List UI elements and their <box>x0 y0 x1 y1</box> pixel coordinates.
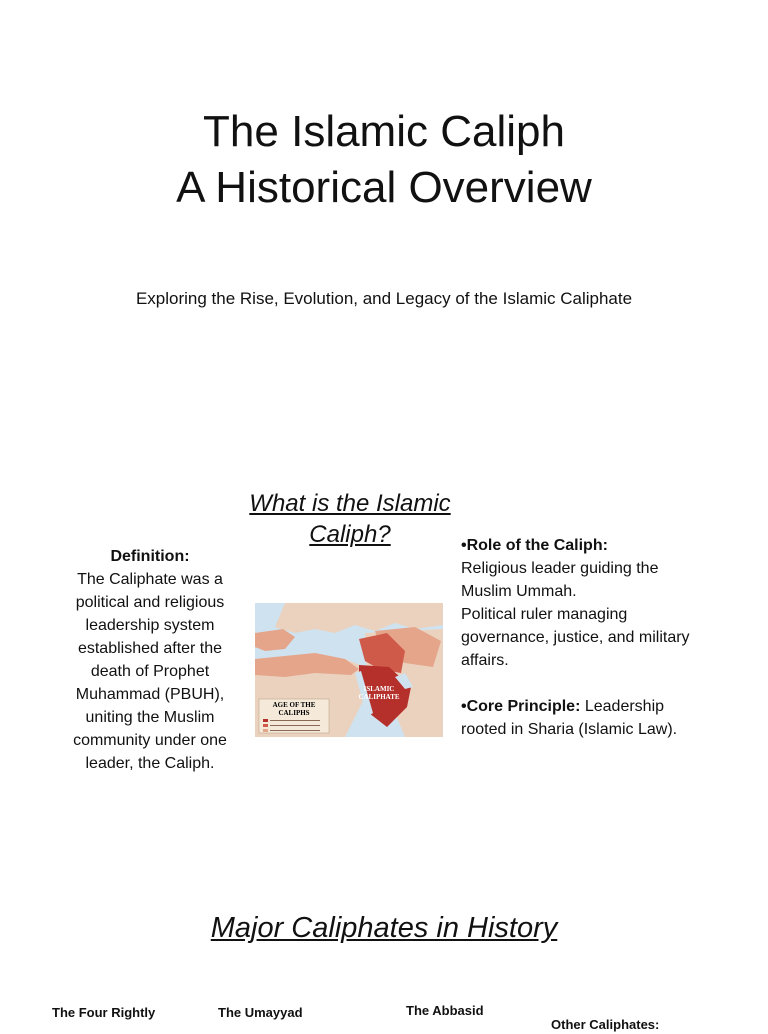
map-legend-line1: AGE OF THE <box>272 701 316 709</box>
caliphate-label-other: Other Caliphates: <box>551 1017 660 1032</box>
caliphate-map-image <box>255 603 443 737</box>
core-principle <box>461 695 691 741</box>
core-label: •Core Principle: <box>461 698 581 715</box>
title-line-1: The Islamic Caliph <box>203 107 565 156</box>
definition-block <box>56 545 244 775</box>
role-label: •Role of the Caliph: <box>461 537 608 554</box>
caliphate-map-svg <box>255 603 443 737</box>
role-block <box>461 534 691 741</box>
caliphate-label-rightly: The Four Rightly <box>52 1005 156 1020</box>
page-title <box>0 104 768 216</box>
section-heading-what-is: What is the Islamic Caliph? <box>249 490 451 548</box>
subtitle: Exploring the Rise, Evolution, and Legacy of the Islamic Caliphate <box>135 289 633 308</box>
caliphate-label-umayyad: The Umayyad <box>218 1005 303 1020</box>
section-heading-major-caliphates: Major Caliphates in History <box>210 912 558 944</box>
definition-label: Definition: <box>110 548 190 565</box>
core-text: Leadership rooted in Sharia (Islamic Law). <box>461 698 678 738</box>
caliphate-label-abbasid: The Abbasid <box>406 1003 484 1018</box>
map-region-line2: CALIPHATE <box>358 693 400 701</box>
definition-text: The Caliphate was a political and religious leadership system established after the death of Prophet Muhammad (PBUH), uniting the Muslim community under one leader, the Caliph. <box>73 571 227 772</box>
role-line-1: Religious leader guiding the Muslim Ummah. <box>461 560 659 600</box>
role-line-2: Political ruler managing governance, justice, and military affairs. <box>461 606 690 669</box>
map-region-line1: ISLAMIC <box>363 685 395 693</box>
map-legend-line2: CALIPHS <box>278 709 310 717</box>
title-line-2: A Historical Overview <box>176 163 592 212</box>
